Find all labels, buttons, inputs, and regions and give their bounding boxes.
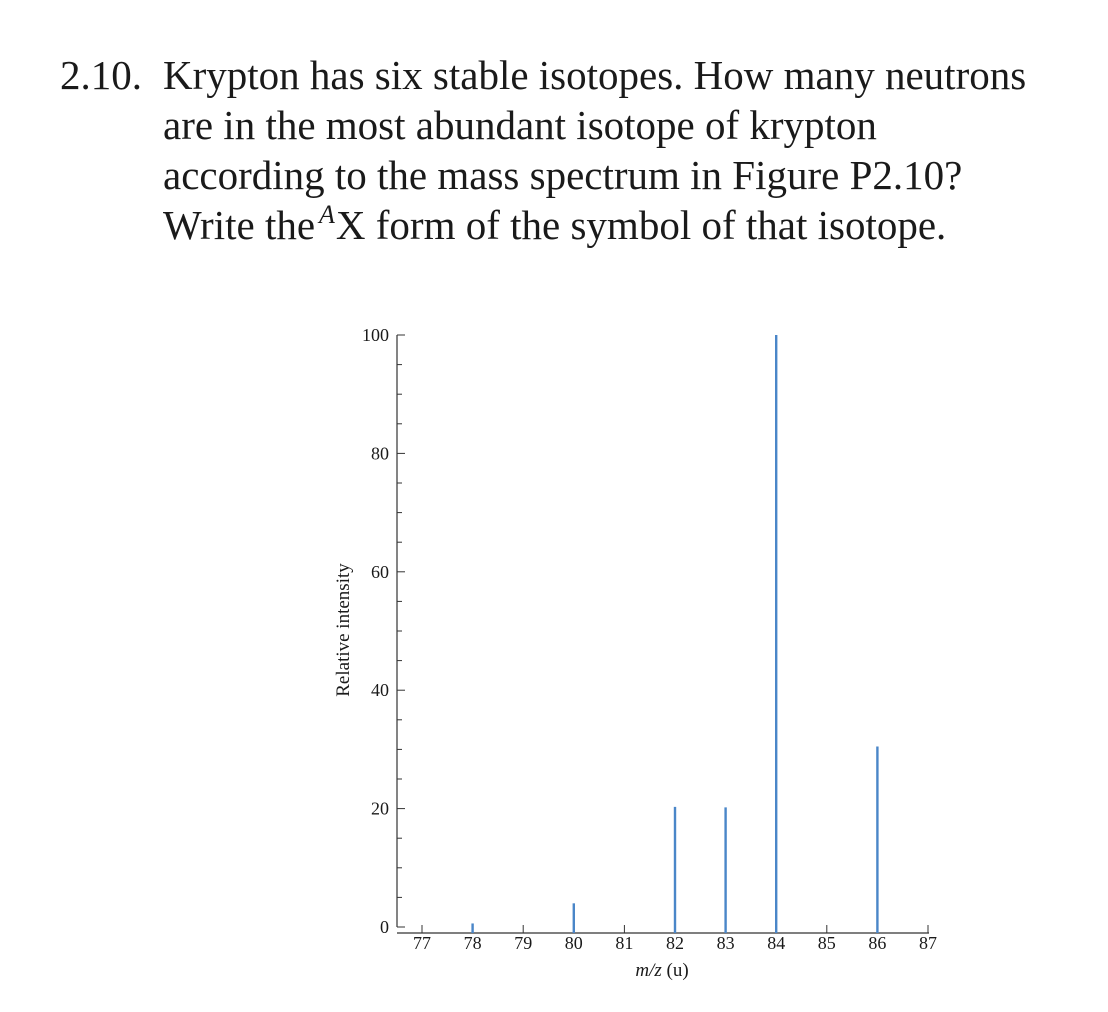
x-tick-label: 85 — [817, 933, 836, 953]
x-tick-label: 79 — [514, 933, 533, 953]
problem-line-3: according to the mass spectrum in Figure P2.10? — [163, 152, 963, 198]
y-axis-label: Relative intensity — [333, 563, 354, 697]
problem-line-2: are in the most abundant isotope of krypton — [163, 102, 877, 148]
y-tick-label: 20 — [371, 798, 389, 819]
x-tick-label: 86 — [868, 933, 887, 953]
x-tick-label: 87 — [919, 933, 937, 953]
y-tick-label: 60 — [371, 561, 389, 582]
problem-line-4-start: Write the — [163, 202, 316, 248]
bars — [473, 335, 878, 933]
y-tick-label: 100 — [362, 325, 389, 345]
y-tick-label: 0 — [380, 917, 389, 937]
x-tick-label: 77 — [413, 933, 431, 953]
x-axis-label — [635, 960, 688, 981]
y-tick-label: 80 — [371, 443, 389, 464]
x-axis-label-quantity: m/z — [635, 960, 662, 981]
x-tick-label: 80 — [564, 933, 583, 953]
x-tick-label: 78 — [463, 933, 482, 953]
problem-number: 2.10. — [60, 52, 142, 98]
x-axis-label-unit: (u) — [661, 960, 689, 981]
x-axis — [397, 925, 937, 953]
problem-line-4-end: X form of the symbol of that isotope. — [335, 202, 947, 248]
y-axis — [362, 325, 405, 937]
mass-number-superscript: A — [319, 200, 335, 229]
x-tick-label: 82 — [666, 933, 684, 953]
x-tick-label: 84 — [767, 933, 786, 953]
problem-line-1: Krypton has six stable isotopes. How many neutrons — [163, 52, 1027, 98]
x-tick-label: 81 — [615, 933, 634, 953]
y-tick-label: 40 — [371, 680, 389, 701]
x-tick-label: 83 — [716, 933, 735, 953]
